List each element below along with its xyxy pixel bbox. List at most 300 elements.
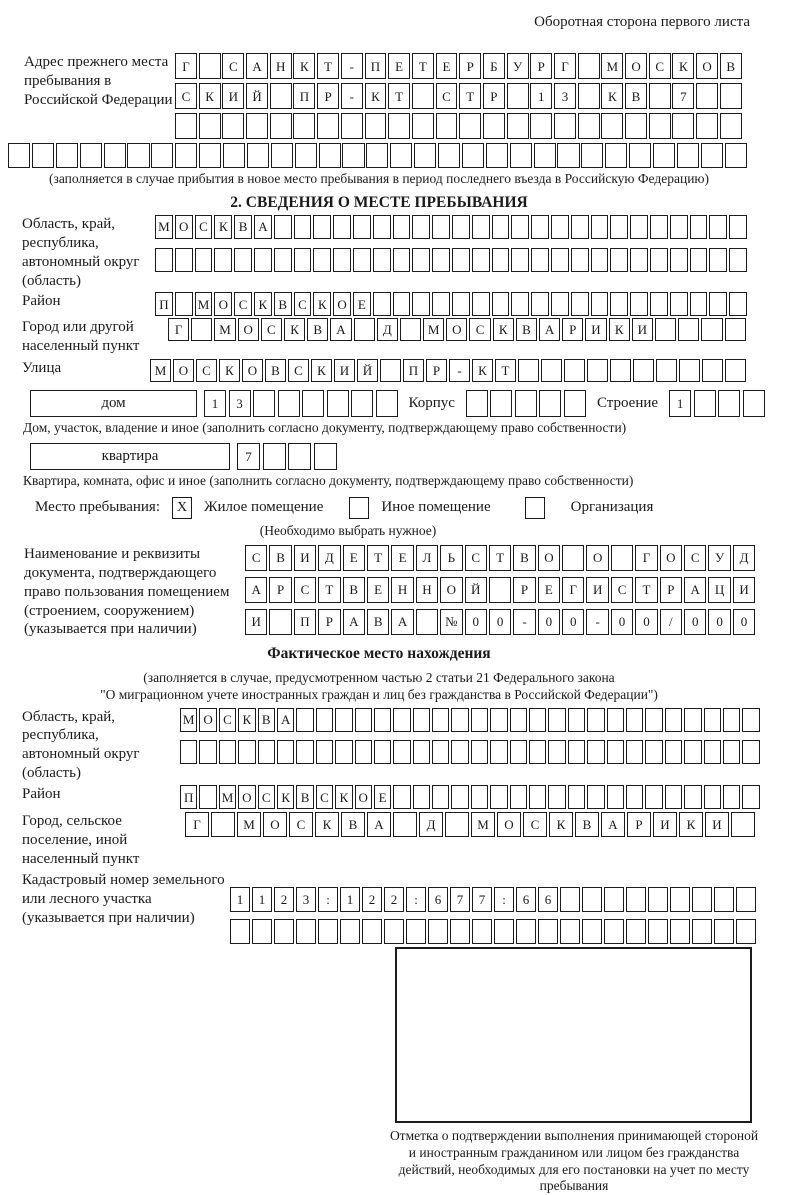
char-cell[interactable] bbox=[451, 708, 468, 732]
char-cell[interactable] bbox=[472, 292, 490, 316]
char-cell[interactable] bbox=[630, 292, 648, 316]
char-cell[interactable]: / bbox=[660, 609, 682, 635]
char-cell[interactable] bbox=[607, 740, 624, 764]
char-cell[interactable]: С bbox=[294, 292, 312, 316]
char-cell[interactable] bbox=[684, 708, 701, 732]
char-cell[interactable]: А bbox=[277, 708, 294, 732]
char-cell[interactable] bbox=[180, 740, 197, 764]
char-cell[interactable]: К bbox=[335, 785, 352, 809]
char-cell[interactable]: 0 bbox=[684, 609, 706, 635]
char-cell[interactable] bbox=[548, 740, 565, 764]
char-cell[interactable]: - bbox=[341, 83, 363, 109]
char-cell[interactable]: В bbox=[513, 545, 535, 571]
char-cell[interactable] bbox=[720, 113, 742, 139]
char-cell[interactable] bbox=[709, 292, 727, 316]
char-cell[interactable] bbox=[373, 215, 391, 239]
char-cell[interactable]: У bbox=[708, 545, 730, 571]
char-cell[interactable]: Е bbox=[343, 545, 365, 571]
char-cell[interactable]: С bbox=[196, 359, 217, 382]
char-cell[interactable] bbox=[258, 740, 275, 764]
char-cell[interactable] bbox=[335, 740, 352, 764]
char-cell[interactable] bbox=[582, 919, 602, 944]
char-cell[interactable] bbox=[736, 919, 756, 944]
char-cell[interactable] bbox=[571, 248, 589, 272]
char-cell[interactable]: К bbox=[472, 359, 493, 382]
char-cell[interactable] bbox=[648, 919, 668, 944]
char-cell[interactable]: 0 bbox=[708, 609, 730, 635]
char-cell[interactable] bbox=[690, 215, 708, 239]
char-cell[interactable] bbox=[670, 919, 690, 944]
char-cell[interactable] bbox=[723, 708, 740, 732]
char-cell[interactable] bbox=[483, 113, 505, 139]
char-cell[interactable] bbox=[725, 143, 747, 168]
char-cell[interactable] bbox=[294, 215, 312, 239]
char-cell[interactable] bbox=[471, 708, 488, 732]
char-cell[interactable]: С bbox=[234, 292, 252, 316]
char-cell[interactable] bbox=[333, 215, 351, 239]
char-cell[interactable] bbox=[551, 292, 569, 316]
char-cell[interactable] bbox=[564, 390, 586, 417]
char-cell[interactable] bbox=[604, 919, 624, 944]
char-cell[interactable]: П bbox=[180, 785, 197, 809]
char-cell[interactable]: М bbox=[180, 708, 197, 732]
char-cell[interactable] bbox=[729, 248, 747, 272]
char-cell[interactable] bbox=[230, 919, 250, 944]
char-cell[interactable]: Т bbox=[388, 83, 410, 109]
char-cell[interactable]: 7 bbox=[450, 887, 470, 912]
char-cell[interactable]: : bbox=[494, 887, 514, 912]
char-cell[interactable] bbox=[515, 390, 537, 417]
char-cell[interactable] bbox=[701, 143, 723, 168]
char-cell[interactable] bbox=[587, 359, 608, 382]
char-cell[interactable]: Й bbox=[357, 359, 378, 382]
char-cell[interactable]: К bbox=[219, 359, 240, 382]
char-cell[interactable] bbox=[490, 390, 512, 417]
char-cell[interactable]: С bbox=[261, 318, 282, 341]
char-cell[interactable] bbox=[252, 919, 272, 944]
char-cell[interactable] bbox=[316, 740, 333, 764]
char-cell[interactable] bbox=[578, 53, 600, 79]
char-cell[interactable]: А bbox=[601, 812, 625, 837]
char-cell[interactable] bbox=[432, 248, 450, 272]
char-cell[interactable] bbox=[630, 248, 648, 272]
char-cell[interactable] bbox=[366, 143, 388, 168]
char-cell[interactable] bbox=[219, 740, 236, 764]
char-cell[interactable]: И bbox=[294, 545, 316, 571]
char-cell[interactable]: О bbox=[263, 812, 287, 837]
char-cell[interactable] bbox=[428, 919, 448, 944]
char-cell[interactable] bbox=[234, 248, 252, 272]
char-cell[interactable]: О bbox=[238, 318, 259, 341]
char-cell[interactable] bbox=[531, 248, 549, 272]
char-cell[interactable] bbox=[376, 390, 398, 417]
char-cell[interactable] bbox=[211, 812, 235, 837]
char-cell[interactable] bbox=[562, 545, 584, 571]
char-cell[interactable] bbox=[604, 887, 624, 912]
char-cell[interactable]: Т bbox=[635, 577, 657, 603]
char-cell[interactable] bbox=[511, 248, 529, 272]
char-cell[interactable] bbox=[314, 443, 337, 470]
char-cell[interactable]: И bbox=[733, 577, 755, 603]
char-cell[interactable]: К bbox=[313, 292, 331, 316]
char-cell[interactable] bbox=[432, 292, 450, 316]
char-cell[interactable] bbox=[601, 113, 623, 139]
char-cell[interactable]: Р bbox=[459, 53, 481, 79]
char-cell[interactable] bbox=[373, 248, 391, 272]
char-cell[interactable]: В bbox=[258, 708, 275, 732]
char-cell[interactable]: П bbox=[403, 359, 424, 382]
char-cell[interactable]: 1 bbox=[669, 390, 691, 417]
char-cell[interactable] bbox=[510, 143, 532, 168]
char-cell[interactable] bbox=[353, 248, 371, 272]
char-cell[interactable] bbox=[714, 919, 734, 944]
char-cell[interactable] bbox=[510, 740, 527, 764]
char-cell[interactable] bbox=[649, 113, 671, 139]
char-cell[interactable] bbox=[452, 248, 470, 272]
char-cell[interactable]: Е bbox=[538, 577, 560, 603]
char-cell[interactable]: Д bbox=[733, 545, 755, 571]
char-cell[interactable] bbox=[452, 215, 470, 239]
char-cell[interactable]: М bbox=[155, 215, 173, 239]
char-cell[interactable] bbox=[518, 359, 539, 382]
stay-option-other-checkbox[interactable] bbox=[349, 497, 369, 519]
char-cell[interactable]: Р bbox=[513, 577, 535, 603]
char-cell[interactable]: Р bbox=[562, 318, 583, 341]
char-cell[interactable]: М bbox=[423, 318, 444, 341]
char-cell[interactable] bbox=[432, 215, 450, 239]
char-cell[interactable] bbox=[490, 708, 507, 732]
char-cell[interactable]: П bbox=[294, 609, 316, 635]
char-cell[interactable] bbox=[263, 443, 286, 470]
char-cell[interactable] bbox=[247, 143, 269, 168]
char-cell[interactable]: О bbox=[199, 708, 216, 732]
char-cell[interactable] bbox=[655, 318, 676, 341]
char-cell[interactable]: В bbox=[265, 359, 286, 382]
char-cell[interactable] bbox=[294, 248, 312, 272]
char-cell[interactable] bbox=[626, 740, 643, 764]
char-cell[interactable] bbox=[626, 887, 646, 912]
char-cell[interactable] bbox=[254, 248, 272, 272]
char-cell[interactable] bbox=[353, 215, 371, 239]
char-cell[interactable]: Л bbox=[416, 545, 438, 571]
char-cell[interactable] bbox=[432, 740, 449, 764]
char-cell[interactable]: 6 bbox=[516, 887, 536, 912]
char-cell[interactable] bbox=[551, 215, 569, 239]
char-cell[interactable]: № bbox=[440, 609, 462, 635]
char-cell[interactable] bbox=[271, 143, 293, 168]
char-cell[interactable]: Г bbox=[185, 812, 209, 837]
char-cell[interactable] bbox=[568, 740, 585, 764]
char-cell[interactable] bbox=[316, 708, 333, 732]
char-cell[interactable]: 6 bbox=[428, 887, 448, 912]
char-cell[interactable] bbox=[560, 887, 580, 912]
char-cell[interactable]: С bbox=[523, 812, 547, 837]
char-cell[interactable] bbox=[341, 113, 363, 139]
char-cell[interactable] bbox=[450, 919, 470, 944]
char-cell[interactable]: И bbox=[586, 577, 608, 603]
char-cell[interactable] bbox=[587, 740, 604, 764]
char-cell[interactable] bbox=[702, 359, 723, 382]
char-cell[interactable] bbox=[412, 215, 430, 239]
char-cell[interactable]: Б bbox=[483, 53, 505, 79]
char-cell[interactable]: С bbox=[465, 545, 487, 571]
char-cell[interactable] bbox=[709, 215, 727, 239]
char-cell[interactable]: 0 bbox=[611, 609, 633, 635]
char-cell[interactable]: В bbox=[720, 53, 742, 79]
char-cell[interactable] bbox=[684, 785, 701, 809]
char-cell[interactable] bbox=[649, 83, 671, 109]
char-cell[interactable] bbox=[413, 740, 430, 764]
char-cell[interactable] bbox=[413, 785, 430, 809]
char-cell[interactable] bbox=[466, 390, 488, 417]
char-cell[interactable] bbox=[677, 143, 699, 168]
char-cell[interactable]: Г bbox=[635, 545, 657, 571]
char-cell[interactable]: К bbox=[549, 812, 573, 837]
char-cell[interactable] bbox=[605, 143, 627, 168]
char-cell[interactable]: 7 bbox=[672, 83, 694, 109]
char-cell[interactable] bbox=[692, 919, 712, 944]
char-cell[interactable]: И bbox=[245, 609, 267, 635]
char-cell[interactable]: В bbox=[343, 577, 365, 603]
char-cell[interactable] bbox=[511, 292, 529, 316]
char-cell[interactable] bbox=[551, 248, 569, 272]
char-cell[interactable] bbox=[625, 113, 647, 139]
char-cell[interactable] bbox=[293, 113, 315, 139]
char-cell[interactable] bbox=[223, 143, 245, 168]
char-cell[interactable] bbox=[393, 740, 410, 764]
char-cell[interactable]: К bbox=[284, 318, 305, 341]
char-cell[interactable]: К bbox=[679, 812, 703, 837]
char-cell[interactable]: 6 bbox=[538, 887, 558, 912]
char-cell[interactable] bbox=[313, 248, 331, 272]
char-cell[interactable]: К bbox=[199, 83, 221, 109]
char-cell[interactable] bbox=[472, 215, 490, 239]
char-cell[interactable]: К bbox=[609, 318, 630, 341]
char-cell[interactable] bbox=[335, 708, 352, 732]
char-cell[interactable]: В bbox=[296, 785, 313, 809]
char-cell[interactable] bbox=[393, 785, 410, 809]
char-cell[interactable] bbox=[529, 785, 546, 809]
char-cell[interactable] bbox=[511, 215, 529, 239]
char-cell[interactable]: К bbox=[601, 83, 623, 109]
char-cell[interactable] bbox=[451, 740, 468, 764]
char-cell[interactable] bbox=[274, 248, 292, 272]
char-cell[interactable]: Н bbox=[416, 577, 438, 603]
char-cell[interactable] bbox=[653, 143, 675, 168]
char-cell[interactable]: М bbox=[219, 785, 236, 809]
char-cell[interactable] bbox=[650, 215, 668, 239]
char-cell[interactable] bbox=[269, 609, 291, 635]
char-cell[interactable] bbox=[611, 545, 633, 571]
char-cell[interactable]: П bbox=[155, 292, 173, 316]
char-cell[interactable] bbox=[374, 740, 391, 764]
char-cell[interactable]: Т bbox=[318, 577, 340, 603]
char-cell[interactable] bbox=[327, 390, 349, 417]
char-cell[interactable]: И bbox=[222, 83, 244, 109]
char-cell[interactable] bbox=[684, 740, 701, 764]
char-cell[interactable] bbox=[214, 248, 232, 272]
char-cell[interactable] bbox=[313, 215, 331, 239]
char-cell[interactable]: О bbox=[175, 215, 193, 239]
char-cell[interactable] bbox=[610, 215, 628, 239]
char-cell[interactable] bbox=[393, 292, 411, 316]
char-cell[interactable] bbox=[645, 740, 662, 764]
char-cell[interactable] bbox=[723, 785, 740, 809]
char-cell[interactable] bbox=[645, 708, 662, 732]
char-cell[interactable] bbox=[277, 740, 294, 764]
char-cell[interactable]: 0 bbox=[489, 609, 511, 635]
char-cell[interactable]: А bbox=[391, 609, 413, 635]
char-cell[interactable] bbox=[393, 215, 411, 239]
char-cell[interactable] bbox=[670, 292, 688, 316]
char-cell[interactable] bbox=[355, 708, 372, 732]
char-cell[interactable]: И bbox=[653, 812, 677, 837]
char-cell[interactable]: 0 bbox=[635, 609, 657, 635]
char-cell[interactable] bbox=[199, 740, 216, 764]
char-cell[interactable] bbox=[490, 785, 507, 809]
char-cell[interactable]: О bbox=[696, 53, 718, 79]
char-cell[interactable]: С bbox=[469, 318, 490, 341]
char-cell[interactable]: О bbox=[333, 292, 351, 316]
char-cell[interactable]: Г bbox=[175, 53, 197, 79]
char-cell[interactable] bbox=[413, 708, 430, 732]
char-cell[interactable]: Т bbox=[412, 53, 434, 79]
char-cell[interactable] bbox=[384, 919, 404, 944]
char-cell[interactable]: К bbox=[315, 812, 339, 837]
char-cell[interactable] bbox=[607, 708, 624, 732]
char-cell[interactable] bbox=[355, 740, 372, 764]
char-cell[interactable]: О bbox=[625, 53, 647, 79]
char-cell[interactable]: П bbox=[293, 83, 315, 109]
char-cell[interactable]: Е bbox=[353, 292, 371, 316]
char-cell[interactable] bbox=[582, 887, 602, 912]
char-cell[interactable] bbox=[492, 292, 510, 316]
char-cell[interactable]: Н bbox=[270, 53, 292, 79]
char-cell[interactable] bbox=[704, 708, 721, 732]
char-cell[interactable]: А bbox=[246, 53, 268, 79]
char-cell[interactable] bbox=[199, 785, 216, 809]
char-cell[interactable]: О bbox=[497, 812, 521, 837]
char-cell[interactable] bbox=[151, 143, 173, 168]
char-cell[interactable] bbox=[416, 609, 438, 635]
char-cell[interactable] bbox=[288, 443, 311, 470]
char-cell[interactable]: О bbox=[446, 318, 467, 341]
char-cell[interactable]: 2 bbox=[384, 887, 404, 912]
char-cell[interactable] bbox=[56, 143, 78, 168]
char-cell[interactable] bbox=[452, 292, 470, 316]
char-cell[interactable]: Ц bbox=[708, 577, 730, 603]
char-cell[interactable]: Е bbox=[367, 577, 389, 603]
char-cell[interactable] bbox=[629, 143, 651, 168]
char-cell[interactable] bbox=[670, 215, 688, 239]
char-cell[interactable]: К bbox=[293, 53, 315, 79]
char-cell[interactable] bbox=[529, 708, 546, 732]
char-cell[interactable] bbox=[175, 292, 193, 316]
char-cell[interactable] bbox=[696, 113, 718, 139]
char-cell[interactable]: О bbox=[173, 359, 194, 382]
char-cell[interactable] bbox=[472, 248, 490, 272]
char-cell[interactable]: Й bbox=[465, 577, 487, 603]
char-cell[interactable] bbox=[650, 292, 668, 316]
char-cell[interactable] bbox=[295, 143, 317, 168]
char-cell[interactable] bbox=[490, 740, 507, 764]
char-cell[interactable]: В bbox=[575, 812, 599, 837]
char-cell[interactable] bbox=[238, 740, 255, 764]
char-cell[interactable]: О bbox=[440, 577, 462, 603]
char-cell[interactable] bbox=[665, 740, 682, 764]
char-cell[interactable]: О bbox=[660, 545, 682, 571]
char-cell[interactable]: С bbox=[288, 359, 309, 382]
char-cell[interactable]: С bbox=[611, 577, 633, 603]
char-cell[interactable] bbox=[742, 708, 759, 732]
char-cell[interactable]: Е bbox=[374, 785, 391, 809]
char-cell[interactable]: Р bbox=[530, 53, 552, 79]
char-cell[interactable]: В bbox=[367, 609, 389, 635]
char-cell[interactable]: Е bbox=[391, 545, 413, 571]
char-cell[interactable] bbox=[199, 143, 221, 168]
char-cell[interactable]: С bbox=[289, 812, 313, 837]
char-cell[interactable] bbox=[607, 785, 624, 809]
char-cell[interactable] bbox=[645, 785, 662, 809]
char-cell[interactable] bbox=[725, 359, 746, 382]
char-cell[interactable] bbox=[633, 359, 654, 382]
char-cell[interactable]: Ь bbox=[440, 545, 462, 571]
char-cell[interactable] bbox=[412, 83, 434, 109]
char-cell[interactable] bbox=[679, 359, 700, 382]
char-cell[interactable]: Т bbox=[459, 83, 481, 109]
char-cell[interactable]: М bbox=[237, 812, 261, 837]
char-cell[interactable] bbox=[354, 318, 375, 341]
char-cell[interactable]: 3 bbox=[554, 83, 576, 109]
char-cell[interactable] bbox=[390, 143, 412, 168]
char-cell[interactable]: С bbox=[258, 785, 275, 809]
char-cell[interactable] bbox=[388, 113, 410, 139]
char-cell[interactable] bbox=[591, 292, 609, 316]
char-cell[interactable]: 1 bbox=[204, 390, 226, 417]
char-cell[interactable]: Т bbox=[317, 53, 339, 79]
char-cell[interactable]: А bbox=[254, 215, 272, 239]
char-cell[interactable] bbox=[507, 113, 529, 139]
char-cell[interactable] bbox=[317, 113, 339, 139]
char-cell[interactable] bbox=[541, 359, 562, 382]
char-cell[interactable] bbox=[648, 887, 668, 912]
char-cell[interactable] bbox=[333, 248, 351, 272]
char-cell[interactable]: Р bbox=[317, 83, 339, 109]
char-cell[interactable]: К bbox=[311, 359, 332, 382]
char-cell[interactable] bbox=[393, 812, 417, 837]
char-cell[interactable]: К bbox=[238, 708, 255, 732]
char-cell[interactable]: И bbox=[334, 359, 355, 382]
char-cell[interactable] bbox=[175, 143, 197, 168]
char-cell[interactable] bbox=[610, 359, 631, 382]
char-cell[interactable] bbox=[80, 143, 102, 168]
char-cell[interactable] bbox=[471, 785, 488, 809]
char-cell[interactable] bbox=[175, 248, 193, 272]
char-cell[interactable] bbox=[296, 740, 313, 764]
char-cell[interactable] bbox=[587, 785, 604, 809]
char-cell[interactable]: - bbox=[341, 53, 363, 79]
char-cell[interactable]: К bbox=[365, 83, 387, 109]
char-cell[interactable]: 0 bbox=[465, 609, 487, 635]
char-cell[interactable]: С bbox=[436, 83, 458, 109]
char-cell[interactable]: С bbox=[219, 708, 236, 732]
char-cell[interactable]: Д bbox=[419, 812, 443, 837]
char-cell[interactable]: М bbox=[150, 359, 171, 382]
char-cell[interactable] bbox=[704, 740, 721, 764]
char-cell[interactable] bbox=[412, 248, 430, 272]
char-cell[interactable] bbox=[302, 390, 324, 417]
char-cell[interactable] bbox=[494, 919, 514, 944]
